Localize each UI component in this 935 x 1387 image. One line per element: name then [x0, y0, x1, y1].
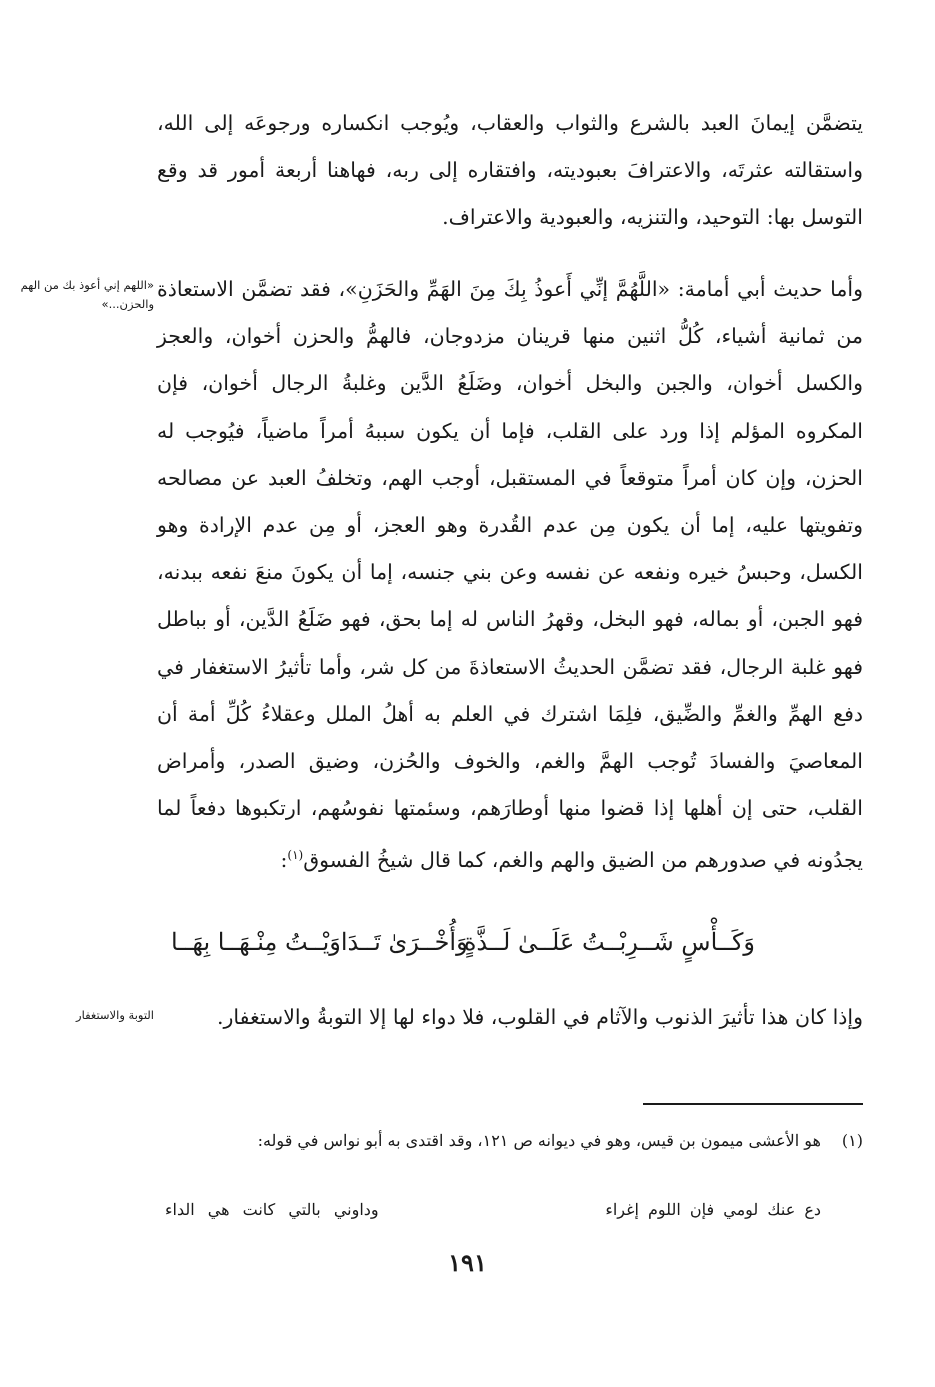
paragraph-2: [157, 266, 863, 884]
margin-note-repentance: التوبة والاستغفار: [76, 1008, 154, 1022]
page-number: ١٩١: [448, 1248, 487, 1277]
footnote-divider: [643, 1103, 863, 1105]
poetry-verse: [157, 922, 863, 972]
verse-first-hemistich: وَكَــأْسٍ شَــرِبْــتُ عَلَــىٰ لَــذَّةٍ: [463, 928, 755, 956]
paragraph-1-text: يتضمَّن إيمانَ العبد بالشرع والثواب والعقاب، ويُوجب انكساره ورجوعَه إلى الله، واستقالته عثرتَه، والاعترافَ بعبوديته، وافتقاره إلى ربه، فهاهنا أربعة أمور قد وقع التوسل بها: التوحيد، والتنزيه، والعبودية والاعتراف.: [157, 111, 863, 230]
footnote: [157, 1125, 863, 1157]
verse-second-hemistich: وَأُخْــرَىٰ تَــدَاوَيْــتُ مِنْـهَــا بِهَــا: [171, 928, 468, 956]
paragraph-1: [157, 100, 863, 242]
footnote-verse: [157, 1198, 863, 1234]
paragraph-3-text: وإذا كان هذا تأثيرَ الذنوب والآثام في القلوب، فلا دواء لها إلا التوبةُ والاستغفار.: [216, 1005, 863, 1029]
paragraph-2-text: وأما حديث أبي أمامة: «اللَّهُمَّ إنِّي أَعوذُ بِكَ مِنَ الهَمِّ والحَزَنِ»، فقد تضمَّن الاستعاذة من ثمانية أشياء، كُلُّ اثنين منها قرينان مزدوجان، فالهمُّ والحزن أخوان، والعجز والكسل أخوان، والجبن والبخل أخوان، وضَلَعُ الدَّين وغلبةُ الرجال أخوان، فإن المكروه المؤلم إذا ورد على القلب، فإما أن يكون سببهُ أمراً ماضياً، فيُوجب له الحزن، وإن كان أمراً متوقعاً في المستقبل، أوجب الهم، وتخلفُ العبد عن مصالحه وتفويتها عليه، إما أن يكون مِن عدم القُدرة وهو العجز، أو مِن عدم الإرادة وهو الكسل، وحبسُ خيره ونفعه عن نفسه وعن بني جنسه، إما أن يكونَ منعَ نفعه ببدنه، فهو الجبن، أو بماله، فهو البخل، وقهرُ الناس له إما بحق، فهو ضَلَعُ الدَّين، أو بباطل فهو غلبة الرجال، فقد تضمَّن الحديثُ الاستعاذةَ من كل شر، وأما تأثيرُ الاستغفار في دفع الهمِّ والغمِّ والضِّيق، فلِمَا اشترك في العلم به أهلُ الملل وعقلاءُ كُلِّ أمة أن المعاصيَ والفسادَ تُوجب الهمَّ والغم، والخوف والحُزن، وضيق الصدر، وأمراض القلب، حتى إن أهلها إذا قضوا منها أوطارَهم، وسئمتها نفوسُهم، ارتكبوها دفعاً لما يجدُونه في صدورهم من الضيق والهم والغم، كما قال شيخُ الفسوق: [157, 277, 863, 873]
footnote-reference: (١): [287, 848, 304, 863]
margin-note-hadith: «اللهم إني أعوذ بك من الهم والحزن...»: [20, 278, 154, 311]
footnote-verse-second-hemistich: وداوني بالتي كانت هي الداء: [165, 1200, 379, 1219]
footnote-text: هو الأعشى ميمون بن قيس، وهو في ديوانه ص ١٢١، وقد اقتدى به أبو نواس في قوله:: [257, 1131, 821, 1150]
paragraph-2-colon: :: [280, 848, 288, 873]
footnote-number: (١): [841, 1131, 863, 1150]
paragraph-2-text-wrap: [157, 266, 863, 884]
footnote-verse-first-hemistich: دع عنك لومي فإن اللوم إغراء: [605, 1200, 821, 1219]
paragraph-3: [157, 994, 863, 1041]
